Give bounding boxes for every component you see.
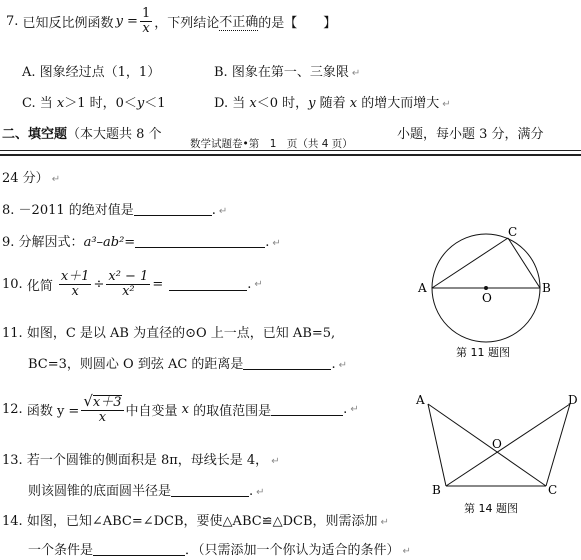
q8 bbox=[2, 199, 227, 218]
q9 bbox=[2, 231, 281, 250]
section2-header bbox=[2, 123, 162, 142]
q7-option-c-mid: ＞1 时，0＜ bbox=[64, 96, 137, 111]
return-mark-icon: ↵ bbox=[350, 403, 359, 415]
center-point bbox=[484, 286, 488, 290]
q10-fraction-1 bbox=[59, 270, 92, 298]
segment-bd bbox=[446, 404, 570, 486]
return-mark-icon: ↵ bbox=[402, 546, 411, 557]
q9-expr: a³–ab²= bbox=[83, 235, 136, 250]
return-mark-icon: ↵ bbox=[271, 456, 280, 467]
return-mark-icon: ↵ bbox=[380, 517, 389, 528]
q10-end: . bbox=[247, 276, 252, 292]
q7-option-a-text: A. 图象经过点（1，1） bbox=[22, 65, 161, 80]
q13-line1 bbox=[2, 449, 280, 468]
q14-end: ．（只需添加一个你认为适合的条件） bbox=[185, 543, 400, 558]
segment-ab bbox=[428, 404, 446, 486]
section2-title: 二、填空题 bbox=[2, 127, 68, 142]
label-b: B bbox=[542, 281, 551, 295]
q7-option-d-mid: ＜0 时， bbox=[256, 96, 309, 111]
q7-option-c-pre: C. 当 bbox=[22, 96, 53, 111]
q11-line1-text: 如图，C 是以 AB 为直径的⊙O 上一点，已知 AB=5, bbox=[26, 326, 336, 341]
q14-number: 14. bbox=[2, 514, 23, 529]
figure-11-caption: 第 11 题图 bbox=[456, 346, 510, 359]
figure-14-caption: 第 14 题图 bbox=[464, 502, 518, 515]
q12-text-post: 的取值范围是 bbox=[193, 403, 272, 419]
q9-text: 分解因式： bbox=[18, 235, 84, 250]
q10 bbox=[2, 264, 263, 304]
q7-stem-pre: 已知反比例函数 bbox=[22, 15, 114, 31]
q8-end: . bbox=[211, 203, 216, 218]
q7-bracket-close: 】 bbox=[323, 15, 337, 31]
q11-end: . bbox=[331, 357, 336, 372]
label-o: O bbox=[482, 291, 492, 305]
q7-stem bbox=[6, 6, 336, 36]
return-mark-icon: ↵ bbox=[51, 174, 61, 185]
page-break-line-top bbox=[0, 150, 581, 151]
q12-var: x bbox=[181, 401, 190, 417]
q9-number: 9. bbox=[2, 235, 15, 250]
q10-frac2-num: x² − 1 bbox=[108, 268, 149, 284]
q8-number: 8. bbox=[2, 203, 15, 218]
q12-fraction bbox=[81, 391, 123, 425]
q7-option-a bbox=[22, 61, 160, 80]
q12-den: x bbox=[98, 409, 107, 425]
q7-option-c-y: y bbox=[136, 96, 145, 111]
q13-line2 bbox=[28, 480, 265, 499]
q14-line2-text: 一个条件是 bbox=[28, 543, 94, 558]
q9-end: . bbox=[265, 235, 270, 250]
q10-number: 10. bbox=[2, 276, 23, 292]
q10-frac1-den: x bbox=[71, 283, 79, 299]
q11-number: 11. bbox=[2, 326, 23, 341]
section2-desc-cont bbox=[2, 167, 60, 186]
q7-option-d-post: 的增大而增大 bbox=[361, 96, 440, 111]
return-mark-icon: ↵ bbox=[272, 238, 281, 249]
q8-answer-blank[interactable] bbox=[134, 202, 212, 216]
q14-line2 bbox=[28, 539, 411, 558]
q11-line1 bbox=[2, 322, 335, 341]
q7-number: 7. bbox=[6, 13, 19, 29]
return-mark-icon: ↵ bbox=[256, 487, 265, 498]
q12-sqrt-expr: x＋3 bbox=[92, 394, 122, 410]
q11-line2 bbox=[28, 353, 347, 372]
page-break-line-bottom bbox=[0, 154, 581, 156]
q12-answer-blank[interactable] bbox=[271, 402, 343, 416]
sqrt-icon: √ bbox=[83, 391, 93, 410]
return-mark-icon: ↵ bbox=[218, 206, 228, 217]
figure-11 bbox=[412, 224, 552, 366]
q10-fraction-2 bbox=[106, 270, 150, 298]
q14-line1 bbox=[2, 510, 389, 529]
q10-frac1-num: x＋1 bbox=[60, 268, 90, 284]
q13-end: . bbox=[249, 484, 254, 499]
q7-frac-den: x bbox=[142, 20, 150, 36]
q7-fraction bbox=[140, 7, 152, 35]
label-a: A bbox=[416, 393, 425, 407]
label-c: C bbox=[548, 483, 558, 497]
label-a: A bbox=[418, 281, 427, 295]
q7-option-d-pre: D. 当 bbox=[214, 96, 246, 111]
segment-cd bbox=[546, 404, 570, 486]
q10-div: ÷ bbox=[93, 276, 105, 292]
q7-stem-emph: 不正确 bbox=[219, 11, 258, 31]
label-d: D bbox=[568, 393, 578, 407]
figure-14 bbox=[412, 390, 580, 518]
q7-option-c-x: x bbox=[56, 96, 65, 111]
q7-option-d-y: y bbox=[308, 96, 316, 111]
page-footer bbox=[190, 136, 353, 151]
q10-frac2-den: x² bbox=[122, 283, 135, 299]
section2-desc-right-text: 小题，每小题 3 分，满分 bbox=[397, 127, 544, 142]
q7-stem-mid: ，下列结论 bbox=[154, 15, 220, 31]
q12-number: 12. bbox=[2, 401, 23, 417]
return-mark-icon: ↵ bbox=[351, 68, 361, 79]
q8-text: －2011 的绝对值是 bbox=[18, 203, 134, 218]
q7-option-d-x2: x bbox=[349, 96, 358, 111]
q7-option-d bbox=[214, 92, 451, 111]
label-c: C bbox=[508, 225, 518, 239]
q9-answer-blank[interactable] bbox=[135, 234, 265, 248]
q13-line1-text: 若一个圆锥的侧面积是 8π，母线长是 4， bbox=[26, 453, 269, 468]
label-o: O bbox=[492, 437, 502, 451]
q7-option-c bbox=[22, 92, 166, 111]
q7-option-b-text: B. 图象在第一、三象限 bbox=[214, 65, 349, 80]
q12-text-pre: 函数 y = bbox=[26, 403, 80, 419]
q7-stem-post: 的是【 bbox=[258, 15, 298, 31]
chord-bc bbox=[508, 238, 540, 288]
section2-desc-cont-text: 24 分） bbox=[2, 171, 49, 186]
q12-sqrt bbox=[81, 391, 123, 411]
q11-line2-text: BC=3，则圆心 O 到弦 AC 的距离是 bbox=[28, 357, 244, 372]
label-b: B bbox=[432, 483, 441, 497]
q12-end: . bbox=[343, 401, 348, 417]
q7-option-d-x: x bbox=[249, 96, 257, 111]
q7-option-b bbox=[214, 61, 360, 80]
q14-answer-blank[interactable] bbox=[93, 542, 185, 556]
q7-y-eq: y = bbox=[115, 13, 138, 29]
q13-number: 13. bbox=[2, 453, 23, 468]
q7-option-c-post: ＜1 bbox=[144, 96, 166, 111]
segment-ac bbox=[428, 404, 546, 486]
section2-desc: （本大题共 8 个 bbox=[67, 127, 162, 142]
q7-option-d-mid2: 随着 bbox=[319, 96, 346, 111]
q12-text-mid: 中自变量 bbox=[125, 403, 178, 419]
return-mark-icon: ↵ bbox=[338, 360, 347, 371]
q10-eq: = bbox=[152, 276, 164, 292]
q12 bbox=[2, 388, 359, 430]
q7-frac-num: 1 bbox=[141, 5, 151, 21]
return-mark-icon: ↵ bbox=[442, 99, 451, 110]
q13-answer-blank[interactable] bbox=[171, 483, 249, 497]
chord-ac bbox=[432, 238, 508, 288]
section2-desc-right bbox=[397, 123, 544, 142]
q13-line2-text: 则该圆锥的底面圆半径是 bbox=[28, 484, 172, 499]
page-footer-text: 数学试题卷•第 1 页（共 4 页） bbox=[190, 138, 353, 150]
return-mark-icon: ↵ bbox=[254, 278, 263, 290]
q10-answer-blank[interactable] bbox=[169, 277, 247, 291]
q11-answer-blank[interactable] bbox=[243, 356, 331, 370]
q10-text: 化简 bbox=[26, 278, 53, 294]
q14-line1-text: 如图，已知∠ABC=∠DCB，要使△ABC≌△DCB，则需添加 bbox=[26, 514, 378, 529]
